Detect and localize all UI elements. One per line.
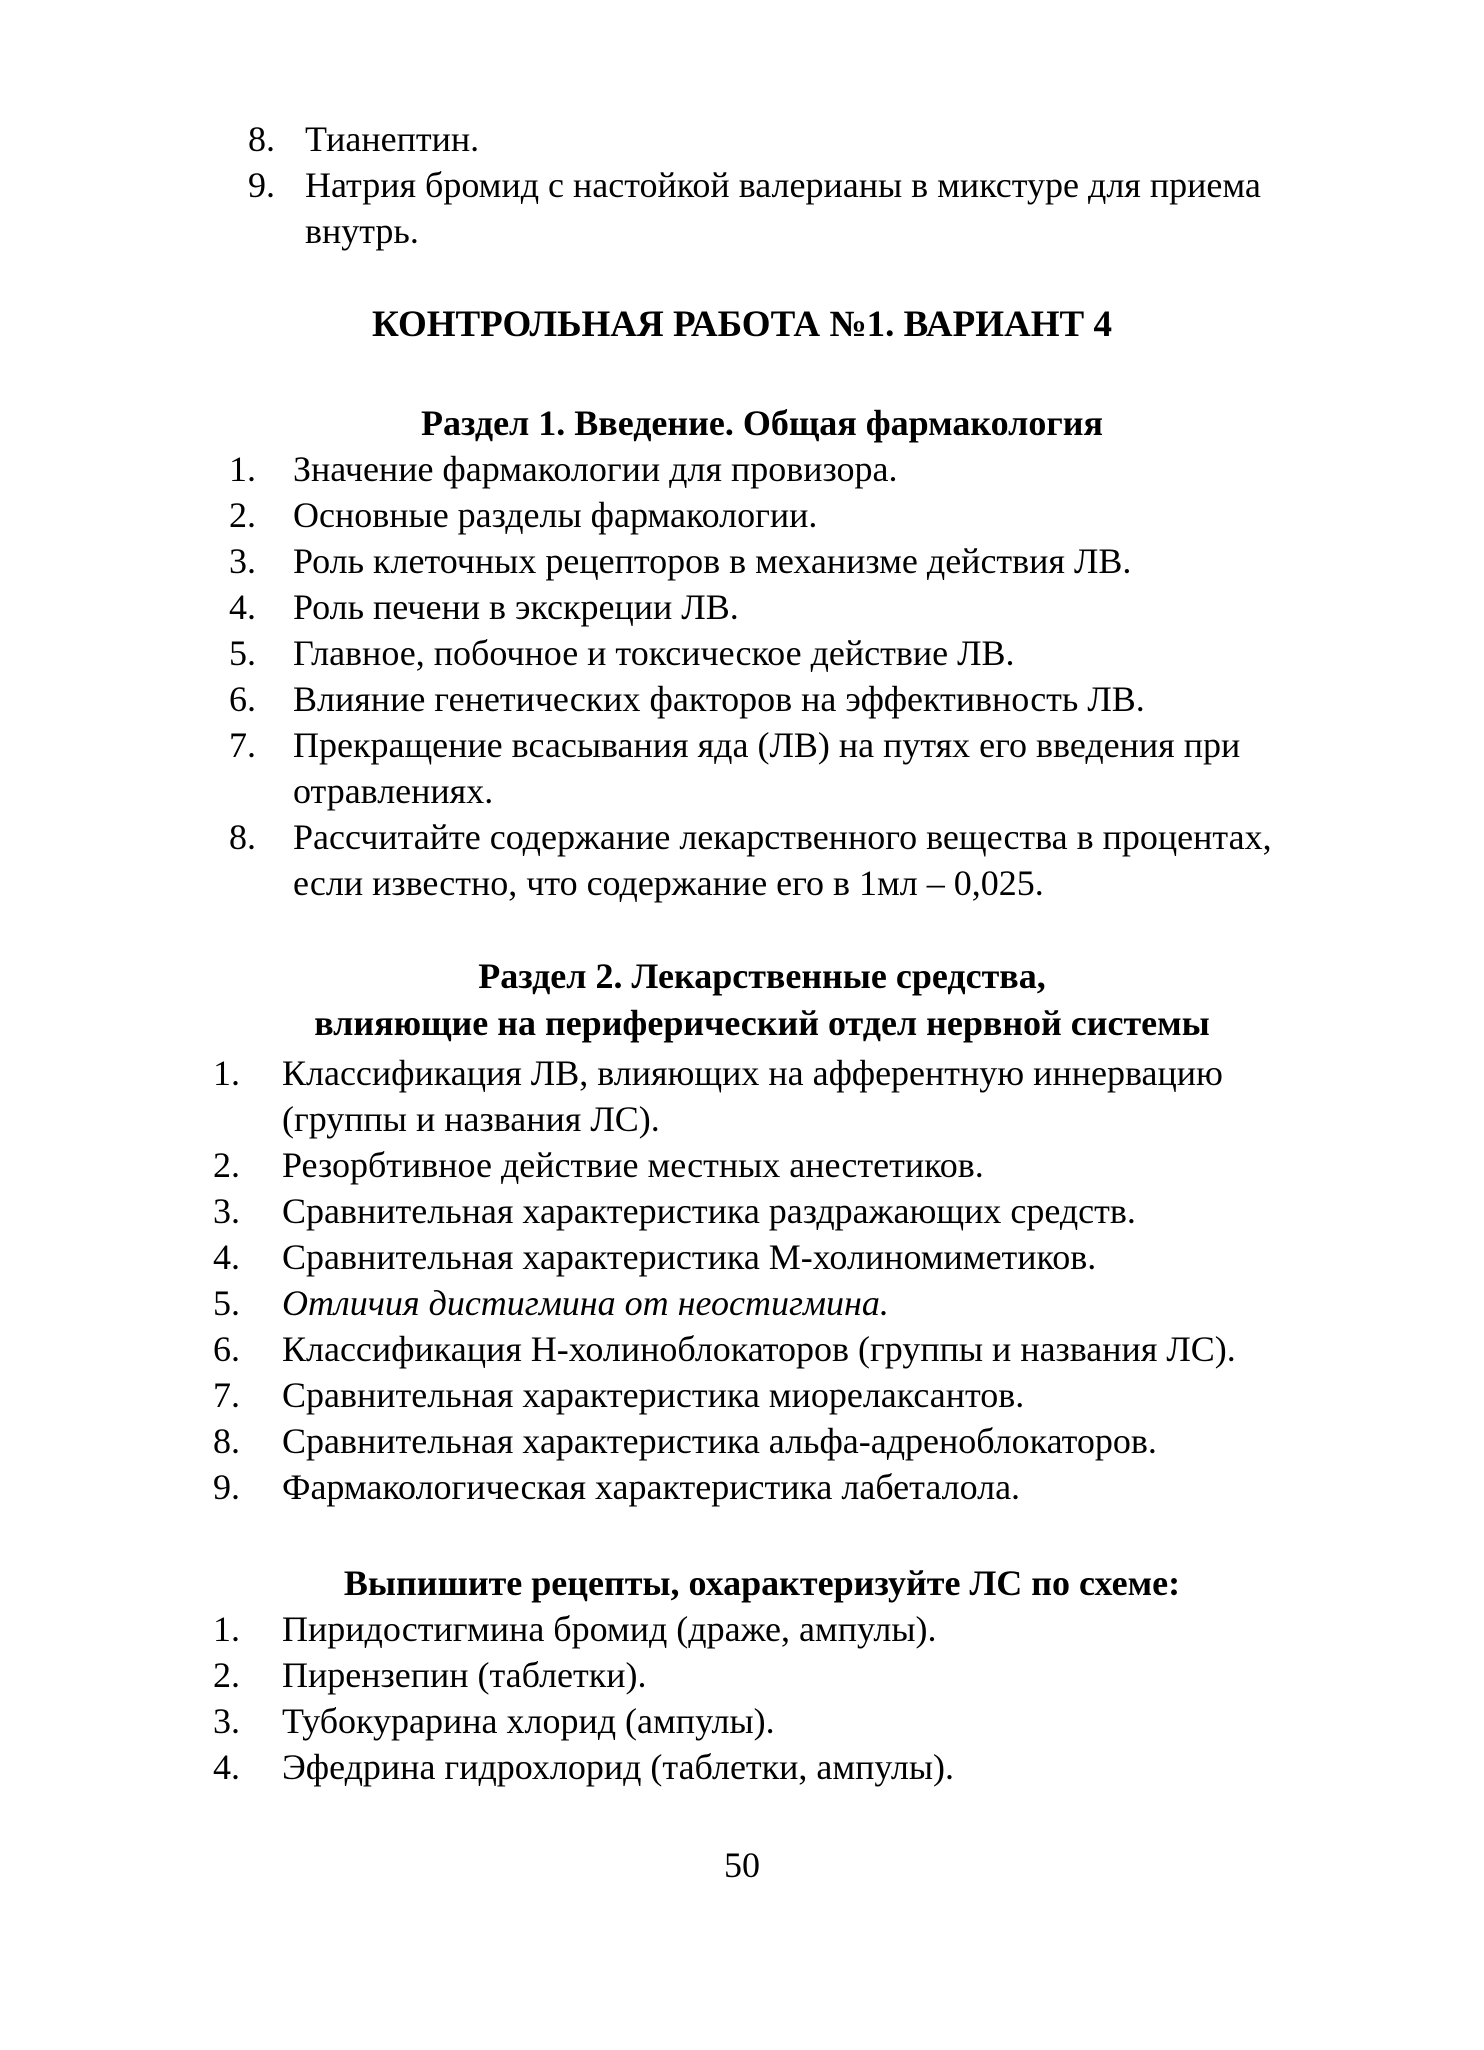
item-text: Сравнительная характеристика раздражающих средств. xyxy=(282,1191,1136,1231)
item-text: Влияние генетических факторов на эффективность ЛВ. xyxy=(293,679,1145,719)
item-text: Роль клеточных рецепторов в механизме действия ЛВ. xyxy=(293,541,1132,581)
list-item xyxy=(214,676,1339,722)
item-text: Фармакологическая характеристика лабеталола. xyxy=(282,1467,1021,1507)
item-number: 7. xyxy=(213,1375,240,1415)
item-text: Резорбтивное действие местных анестетиков. xyxy=(282,1145,984,1185)
item-number: 7. xyxy=(229,725,256,765)
item-text: Значение фармакологии для провизора. xyxy=(293,449,898,489)
list-item xyxy=(214,538,1339,584)
item-text: Тубокурарина хлорид (ампулы). xyxy=(282,1701,775,1741)
section2-title-line1: Раздел 2. Лекарственные средства, xyxy=(478,956,1046,996)
item-text: Эфедрина гидрохлорид (таблетки, ампулы). xyxy=(282,1747,954,1787)
section2-title xyxy=(0,953,1484,1047)
item-number: 4. xyxy=(213,1747,240,1787)
item-number: 8. xyxy=(229,817,256,857)
item-text: Тианептин. xyxy=(305,119,480,159)
item-text: Классификация Н-холиноблокаторов (группы и названия ЛС). xyxy=(282,1329,1236,1369)
list-item xyxy=(200,1744,1335,1790)
item-number: 2. xyxy=(213,1655,240,1695)
continued-list xyxy=(225,116,1345,254)
item-text: Пиридостигмина бромид (драже, ампулы). xyxy=(282,1609,937,1649)
list-item xyxy=(200,1234,1335,1280)
item-number: 3. xyxy=(213,1701,240,1741)
list-item xyxy=(200,1280,1335,1326)
list-item xyxy=(200,1606,1335,1652)
item-number: 1. xyxy=(229,449,256,489)
item-number: 8. xyxy=(213,1421,240,1461)
item-text: Роль печени в экскреции ЛВ. xyxy=(293,587,739,627)
list-item xyxy=(200,1652,1335,1698)
item-text: Классификация ЛВ, влияющих на афферентную иннервацию (группы и названия ЛС). xyxy=(282,1053,1223,1139)
list-item xyxy=(214,584,1339,630)
item-text: Пирензепин (таблетки). xyxy=(282,1655,647,1695)
item-number: 4. xyxy=(229,587,256,627)
list-item xyxy=(200,1418,1335,1464)
list-item xyxy=(225,116,1345,162)
item-text: Главное, побочное и токсическое действие ЛВ. xyxy=(293,633,1015,673)
item-text: Прекращение всасывания яда (ЛВ) на путях его введения при отравлениях. xyxy=(293,725,1241,811)
prescriptions-title: Выпишите рецепты, охарактеризуйте ЛС по схеме: xyxy=(343,1563,1181,1603)
item-number: 5. xyxy=(229,633,256,673)
item-text: Рассчитайте содержание лекарственного вещества в процентах, если известно, что содержание его в 1мл – 0,025. xyxy=(293,817,1272,903)
section1-list xyxy=(214,446,1339,906)
item-number: 4. xyxy=(213,1237,240,1277)
section2-title-line2: влияющие на периферический отдел нервной системы xyxy=(314,1003,1210,1043)
item-number: 3. xyxy=(229,541,256,581)
list-item xyxy=(214,814,1339,906)
section1-title: Раздел 1. Введение. Общая фармакология xyxy=(421,403,1103,443)
list-item xyxy=(200,1372,1335,1418)
item-text: Отличия дистигмина от неостигмина. xyxy=(282,1283,889,1323)
item-number: 9. xyxy=(213,1467,240,1507)
item-text: Сравнительная характеристика альфа-адреноблокаторов. xyxy=(282,1421,1157,1461)
list-item xyxy=(200,1464,1335,1510)
item-number: 5. xyxy=(213,1283,240,1323)
item-number: 2. xyxy=(229,495,256,535)
item-number: 1. xyxy=(213,1609,240,1649)
item-number: 6. xyxy=(213,1329,240,1369)
item-number: 9. xyxy=(248,165,275,205)
item-number: 2. xyxy=(213,1145,240,1185)
item-number: 3. xyxy=(213,1191,240,1231)
section2-list xyxy=(200,1050,1335,1510)
list-item xyxy=(200,1188,1335,1234)
item-text: Основные разделы фармакологии. xyxy=(293,495,818,535)
list-item xyxy=(225,162,1345,254)
control-work-title: КОНТРОЛЬНАЯ РАБОТА №1. ВАРИАНТ 4 xyxy=(372,304,1112,345)
list-item xyxy=(214,446,1339,492)
list-item xyxy=(200,1050,1335,1142)
list-item xyxy=(214,630,1339,676)
item-text: Сравнительная характеристика М-холиномиметиков. xyxy=(282,1237,1097,1277)
list-item xyxy=(200,1698,1335,1744)
item-number: 1. xyxy=(213,1053,240,1093)
item-text: Сравнительная характеристика миорелаксантов. xyxy=(282,1375,1025,1415)
list-item xyxy=(200,1326,1335,1372)
list-item xyxy=(214,722,1339,814)
item-number: 8. xyxy=(248,119,275,159)
list-item xyxy=(200,1142,1335,1188)
item-text: Натрия бромид с настойкой валерианы в микстуре для приема внутрь. xyxy=(305,165,1261,251)
prescriptions-list xyxy=(200,1606,1335,1790)
list-item xyxy=(214,492,1339,538)
item-number: 6. xyxy=(229,679,256,719)
page-number: 50 xyxy=(724,1845,760,1885)
